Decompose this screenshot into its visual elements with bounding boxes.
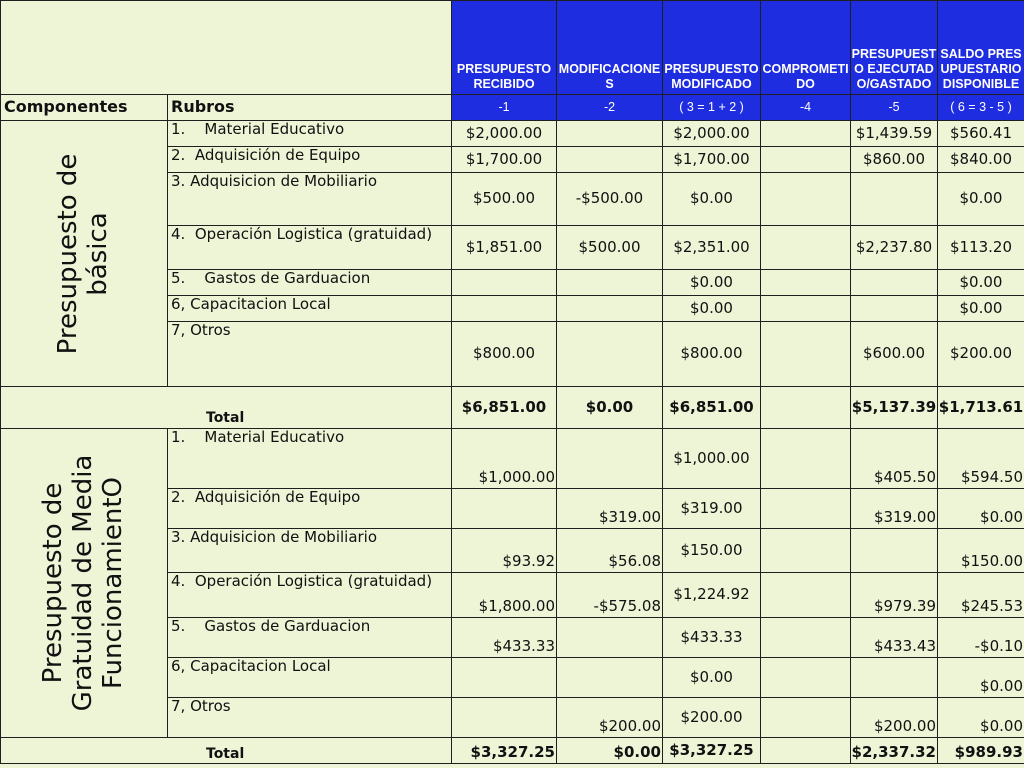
rubro-number: 5.: [171, 617, 186, 635]
cell-modificaciones: -$575.08: [557, 573, 663, 618]
rubro-cell: [168, 226, 452, 270]
total-recibido: $6,851.00: [452, 387, 557, 429]
cell-modificaciones: -$500.00: [557, 173, 663, 226]
cell-modificado: $1,000.00: [663, 429, 761, 489]
total-row: [1, 738, 1024, 764]
cell-comprometido: [761, 573, 851, 618]
rubro-cell: [168, 489, 452, 529]
cell-recibido: [452, 270, 557, 296]
rubro-cell: [168, 573, 452, 618]
cell-saldo: $0.00: [938, 296, 1024, 322]
cell-recibido: $93.92: [452, 529, 557, 573]
cell-ejecutado: [851, 173, 938, 226]
rubro-name: Adquisicion de Mobiliario: [190, 172, 378, 190]
rubro-number: 3.: [171, 172, 186, 190]
cell-modificado: $2,000.00: [663, 121, 761, 147]
cell-modificaciones: [557, 121, 663, 147]
cell-ejecutado: $860.00: [851, 147, 938, 173]
rubro-number: 1.: [171, 428, 186, 446]
cell-saldo: $0.00: [938, 489, 1024, 529]
cell-recibido: $433.33: [452, 618, 557, 658]
rubro-cell: [168, 121, 452, 147]
rubro-cell: [168, 698, 452, 738]
cell-ejecutado: $600.00: [851, 322, 938, 387]
cell-ejecutado: $2,237.80: [851, 226, 938, 270]
total-modificado: $6,851.00: [663, 387, 761, 429]
cell-modificaciones: [557, 147, 663, 173]
cell-recibido: $1,700.00: [452, 147, 557, 173]
rubro-cell: [168, 296, 452, 322]
section-title-line2: básica: [83, 211, 113, 296]
rubro-number: 4.: [171, 225, 186, 243]
rubro-number: 2.: [171, 488, 186, 506]
cell-modificaciones: [557, 322, 663, 387]
rubro-cell: [168, 173, 452, 226]
rubro-cell: [168, 618, 452, 658]
rubro-name: Operación Logistica (gratuidad): [194, 225, 433, 243]
header-saldo: SALDO PRESUPUESTARIO DISPONIBLE: [938, 1, 1024, 95]
header-modificaciones: MODIFICACIONES: [557, 1, 663, 95]
cell-saldo: $200.00: [938, 322, 1024, 387]
total-recibido: $3,327.25: [452, 738, 557, 764]
cell-comprometido: [761, 121, 851, 147]
cell-modificado: $1,700.00: [663, 147, 761, 173]
rubro-name: Operación Logistica (gratuidad): [194, 572, 433, 590]
cell-ejecutado: [851, 529, 938, 573]
cell-modificaciones: $200.00: [557, 698, 663, 738]
rubro-name: Otros: [190, 321, 231, 339]
cell-recibido: $500.00: [452, 173, 557, 226]
cell-modificado: $1,224.92: [663, 573, 761, 618]
cell-ejecutado: [851, 658, 938, 698]
cell-recibido: $1,000.00: [452, 429, 557, 489]
subheader-row: [1, 95, 1024, 121]
rubro-cell: [168, 322, 452, 387]
cell-saldo: $0.00: [938, 658, 1024, 698]
rubro-number: 6,: [171, 295, 186, 313]
cell-saldo: $594.50: [938, 429, 1024, 489]
total-modificado: $3,327.25: [663, 738, 761, 764]
rubro-name: Capacitacion Local: [190, 657, 331, 675]
rubro-name: Otros: [190, 697, 231, 715]
cell-modificaciones: [557, 429, 663, 489]
cell-ejecutado: $200.00: [851, 698, 938, 738]
cell-modificaciones: $319.00: [557, 489, 663, 529]
cell-recibido: $1,800.00: [452, 573, 557, 618]
col-index-3: ( 3 = 1 + 2 ): [663, 95, 761, 121]
cell-saldo: $0.00: [938, 270, 1024, 296]
col-index-6: ( 6 = 3 - 5 ): [938, 95, 1024, 121]
total-modificaciones: $0.00: [557, 387, 663, 429]
rubro-number: 7,: [171, 697, 186, 715]
cell-saldo: $245.53: [938, 573, 1024, 618]
cell-comprometido: [761, 226, 851, 270]
rubro-name: Capacitacion Local: [190, 295, 331, 313]
cell-saldo: $840.00: [938, 147, 1024, 173]
col-index-2: -2: [557, 95, 663, 121]
cell-comprometido: [761, 489, 851, 529]
cell-comprometido: [761, 322, 851, 387]
cell-ejecutado: $433.43: [851, 618, 938, 658]
cell-modificado: $0.00: [663, 270, 761, 296]
cell-comprometido: [761, 429, 851, 489]
header-modificado: PRESUPUESTO MODIFICADO: [663, 1, 761, 95]
rubro-cell: [168, 529, 452, 573]
cell-saldo: $0.00: [938, 173, 1024, 226]
rubro-number: 3.: [171, 528, 186, 546]
rubro-number: 5.: [171, 269, 186, 287]
cell-comprometido: [761, 270, 851, 296]
section-title-line1: Presupuesto de: [38, 482, 69, 684]
cell-modificaciones: [557, 296, 663, 322]
cell-comprometido: [761, 296, 851, 322]
cell-comprometido: [761, 173, 851, 226]
cell-modificado: $0.00: [663, 658, 761, 698]
rubro-name: Adquisicion de Mobiliario: [190, 528, 378, 546]
table-row: [1, 121, 1024, 147]
cell-modificaciones: $500.00: [557, 226, 663, 270]
cell-saldo: $0.00: [938, 698, 1024, 738]
total-ejecutado: $5,137.39: [851, 387, 938, 429]
cell-recibido: [452, 658, 557, 698]
cell-recibido: $800.00: [452, 322, 557, 387]
header-recibido: PRESUPUESTO RECIBIDO: [452, 1, 557, 95]
section-title-line1: Presupuesto de: [53, 153, 84, 354]
cell-modificado: $0.00: [663, 296, 761, 322]
total-modificaciones: $0.00: [557, 738, 663, 764]
header-rubros: Rubros: [168, 95, 452, 121]
rubro-name: Gastos de Garduacion: [204, 269, 371, 287]
total-ejecutado: $2,337.32: [851, 738, 938, 764]
header-ejecutado: PRESUPUESTO EJECUTADO/GASTADO: [851, 1, 938, 95]
rubro-cell: [168, 270, 452, 296]
cell-comprometido: [761, 147, 851, 173]
rubro-name: Adquisición de Equipo: [194, 488, 361, 506]
cell-recibido: $2,000.00: [452, 121, 557, 147]
cell-recibido: [452, 296, 557, 322]
table-row: [1, 429, 1024, 489]
rubro-number: 6,: [171, 657, 186, 675]
cell-modificaciones: $56.08: [557, 529, 663, 573]
cell-modificaciones: [557, 270, 663, 296]
cell-ejecutado: $979.39: [851, 573, 938, 618]
col-index-4: -4: [761, 95, 851, 121]
cell-recibido: $1,851.00: [452, 226, 557, 270]
rubro-number: 4.: [171, 572, 186, 590]
cell-modificado: $433.33: [663, 618, 761, 658]
cell-modificaciones: [557, 618, 663, 658]
rubro-cell: [168, 429, 452, 489]
cell-ejecutado: [851, 296, 938, 322]
rubro-name: Material Educativo: [204, 428, 345, 446]
total-saldo: $1,713.61: [938, 387, 1024, 429]
cell-modificado: $150.00: [663, 529, 761, 573]
cell-saldo: $113.20: [938, 226, 1024, 270]
total-row: [1, 387, 1024, 429]
cell-modificado: $200.00: [663, 698, 761, 738]
total-comprometido: [761, 387, 851, 429]
rubro-number: 7,: [171, 321, 186, 339]
cell-comprometido: [761, 658, 851, 698]
total-comprometido: [761, 738, 851, 764]
cell-ejecutado: $405.50: [851, 429, 938, 489]
rubro-cell: [168, 658, 452, 698]
cell-modificaciones: [557, 658, 663, 698]
col-index-5: -5: [851, 95, 938, 121]
rubro-number: 2.: [171, 146, 186, 164]
cell-comprometido: [761, 529, 851, 573]
header-row: [1, 1, 1024, 95]
cell-ejecutado: [851, 270, 938, 296]
cell-modificado: $319.00: [663, 489, 761, 529]
cell-saldo: $150.00: [938, 529, 1024, 573]
cell-modificado: $800.00: [663, 322, 761, 387]
section-label-gratuidad: [1, 429, 168, 738]
total-saldo: $989.93: [938, 738, 1024, 764]
cell-ejecutado: $319.00: [851, 489, 938, 529]
cell-saldo: -$0.10: [938, 618, 1024, 658]
section-title-line3: FuncionamientO: [97, 476, 128, 690]
section-title-line2: Gratuidad de Media: [68, 454, 99, 712]
section-label-basica: [1, 121, 168, 387]
cell-modificado: $2,351.00: [663, 226, 761, 270]
header-componentes: Componentes: [1, 95, 168, 121]
rubro-number: 1.: [171, 120, 186, 138]
rubro-cell: [168, 147, 452, 173]
cell-ejecutado: $1,439.59: [851, 121, 938, 147]
header-comprometido: COMPROMETIDO: [761, 1, 851, 95]
rubro-name: Material Educativo: [204, 120, 345, 138]
header-blank: [1, 1, 452, 95]
cell-saldo: $560.41: [938, 121, 1024, 147]
total-label: Total: [1, 387, 452, 429]
rubro-name: Gastos de Garduacion: [204, 617, 371, 635]
cell-recibido: [452, 489, 557, 529]
cell-modificado: $0.00: [663, 173, 761, 226]
total-label: Total: [1, 738, 452, 764]
rubro-name: Adquisición de Equipo: [194, 146, 361, 164]
col-index-1: -1: [452, 95, 557, 121]
cell-comprometido: [761, 698, 851, 738]
cell-comprometido: [761, 618, 851, 658]
cell-recibido: [452, 698, 557, 738]
